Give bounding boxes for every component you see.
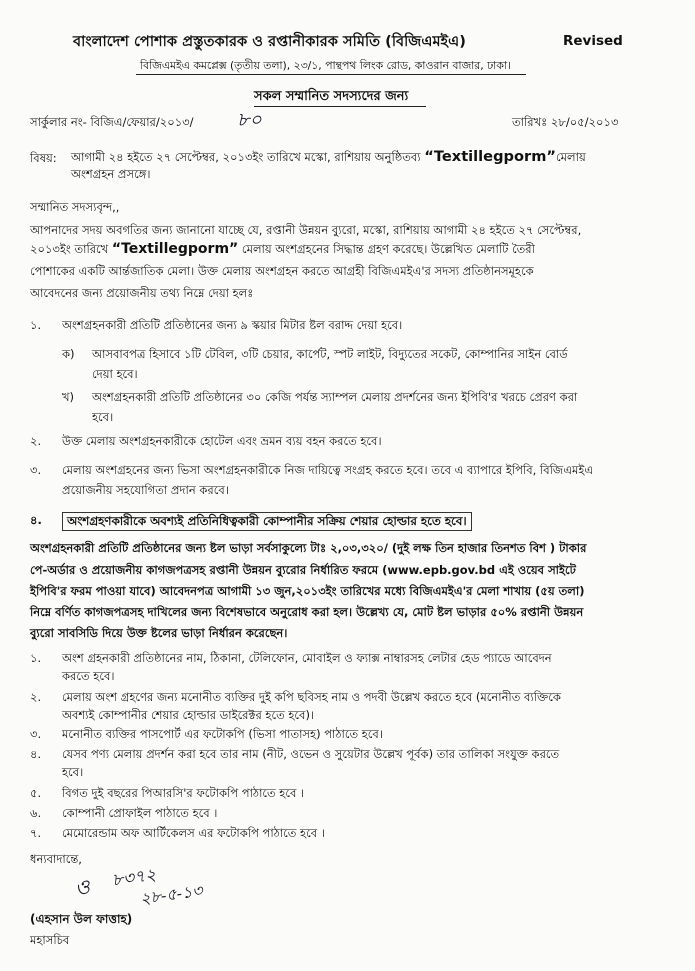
- item-number: ১.: [30, 318, 42, 332]
- intro-line-2: [30, 242, 535, 257]
- item-number: ২.: [30, 434, 42, 448]
- signatory-title: মহাসচিব: [30, 933, 70, 947]
- subject-line2: অংশগ্রহন প্রসঙ্গে।: [71, 167, 151, 181]
- subject-text: আগামী ২৪ হইতে ২৭ সেপ্টেম্বর, ২০১৩ইং তারিখে মস্কো, রাশিয়ায় অনুষ্ঠিতব্য: [71, 150, 421, 164]
- fee-line-5: ব্যুরো সাবসিডি দিয়ে উক্ত ষ্টলের ভাড়া নির্ধারন করেছেন।: [30, 626, 288, 640]
- intro-text: ২০১৩ইং তারিখে: [30, 242, 109, 256]
- item-text-highlighted: অংশগ্রহণকারীকে অবশ্যই প্রতিনিধিত্বকারী কোম্পানীর সক্রিয় শেয়ার হোল্ডার হতে হবে।: [62, 512, 472, 531]
- doc-number: ৬.: [30, 806, 42, 820]
- intro-text-end: মেলায় অংশগ্রহনের সিদ্ধান্ত গ্রহণ করেছে। উল্লেখিত মেলাটি তৈরী: [241, 242, 535, 256]
- subitem-text: অংশগ্রহনকারী প্রতিটি প্রতিষ্ঠানের ৩০ কেজি পর্যন্ত স্যাম্পল মেলায় প্রদর্শনের জন্য ইপিবি'র খরচে প্রেরণ করা: [92, 390, 578, 404]
- header-underline: [136, 74, 526, 75]
- item-text: উক্ত মেলায় অংশগ্রহনকারীকে হোটেল এবং ভ্রমন ব্যয় বহন করতে হবে।: [62, 434, 382, 448]
- doc-number: ২.: [30, 690, 42, 704]
- intro-line-4: আবেদনের জন্য প্রয়োজনীয় তথ্য নিম্নে দেয়া হলঃ: [30, 286, 254, 300]
- doc-text: মেমোরেন্ডাম অফ আর্টিকেলস এর ফটোকপি পাঠাতে হবে ।: [62, 826, 325, 840]
- intro-line-1: আপনাদের সদয় অবগতির জন্য জানানো যাচ্ছে যে, রপ্তানী উন্নয়ন ব্যুরো, মস্কো, রাশিয়ায় আগামী ২৪ হইতে ২৭ সেপ্টেম্বর,: [30, 223, 582, 237]
- doc-text-cont: হবে।: [62, 765, 84, 779]
- subject-label: বিষয়:: [30, 151, 57, 165]
- subject-fair-name: “Textillegporm”: [424, 148, 556, 165]
- intro-fair-name: “Textillegporm”: [111, 241, 239, 257]
- circular-date: তারিখঃ ২৮/০৫/২০১৩: [512, 115, 619, 129]
- doc-text: যেসব পণ্য মেলায় প্রদর্শন করা হবে তার নাম (নীট, ওভেন ও সুয়েটার উল্লেখ পূর্বক) তার তালিকা সংযুক্ত করতে: [62, 747, 560, 761]
- doc-text: অংশ গ্রহনকারী প্রতিষ্ঠানের নাম, ঠিকানা, টেলিফোন, মোবাইল ও ফ্যাক্স নাম্বারসহ লেটার হেড প্যাডে আবেদন: [62, 651, 552, 665]
- subitem-text-cont: হবে।: [92, 410, 114, 424]
- circular-number-handwritten: ৮০: [237, 109, 262, 131]
- doc-text: বিগত দুই বছরের পিআরসি'র ফটোকপি পাঠাতে হবে ।: [62, 786, 305, 800]
- fee-line-3: ইপিবি'র ফরম পাওয়া যাবে) আবেদনপত্র আগামী ১৩ জুন,২০১৩ইং তারিখের মধ্যে বিজিএমইএ'র মেলা শাখায় (৫য় তলা): [30, 584, 585, 598]
- salutation: সম্মানিত সদস্যবৃন্দ,,: [30, 200, 120, 214]
- subitem-text: আসবাবপত্র হিসাবে ১টি টেবিল, ৩টি চেয়ার, কার্পেট, স্পট লাইট, বিদ্যুতের সকেট, কোম্পানির সাইন বোর্ড: [92, 347, 568, 361]
- signature-initial: ও: [73, 874, 91, 900]
- doc-text: মেলায় অংশ গ্রহণের জন্য মনোনীত ব্যক্তির দুই কপি ছবিসহ নাম ও পদবী উল্লেখ করতে হবে (মনোনীত ব্যক্তিকে: [62, 690, 561, 704]
- closing: ধন্যবাদান্তে,: [30, 852, 82, 866]
- doc-number: ৪.: [30, 747, 42, 761]
- subitem-number: খ): [62, 390, 75, 404]
- signature-date: ২৮-৫-১৩: [138, 880, 204, 909]
- item-number: ৩.: [30, 463, 42, 477]
- doc-number: ৩.: [30, 727, 42, 741]
- doc-text-cont: অবশ্যই কোম্পানীর শেয়ার হোল্ডার ডাইরেক্টর হতে হবে)।: [62, 708, 315, 722]
- org-title: বাংলাদেশ পোশাক প্রস্তুতকারক ও রপ্তানীকারক সমিতি (বিজিএমইএ): [73, 33, 466, 50]
- org-address: বিজিএমইএ কমপ্লেক্স (তৃতীয় তলা), ২৩/১, পান্থপথ লিংক রোড, কাওরান বাজার, ঢাকা।: [140, 59, 511, 72]
- audience-heading: সকল সম্মানিত সদস্যদের জন্য: [254, 89, 409, 104]
- intro-line-3: পোশাকের একটি আর্ন্তজাতিক মেলা। উক্ত মেলায় অংশগ্রহন করতে আগ্রহী বিজিএমইএ'র সদস্য প্রতিষ্ঠানসমূহকে: [30, 264, 534, 278]
- subject-line1: [71, 149, 586, 165]
- doc-number: ৫.: [30, 786, 42, 800]
- item-number: ৪.: [30, 513, 42, 527]
- fee-line-1: অংশগ্রহনকারী প্রতিটি প্রতিষ্ঠানের জন্য ষ্টল ভাড়া সর্বসাকুল্যে টাঃ ২,০৩,৩২০/ (দুই লক্ষ তিন হাজার তিনশত বিশ ) টাকার: [30, 541, 587, 555]
- fee-line-4: নিম্নে বর্ণিত কাগজপত্রসহ দাখিলের জন্য বিশেষভাবে অনুরোধ করা হল। উল্লেখ্য যে, মোট ষ্টল ভাড়ার ৫০% রপ্তানী উন্নয়ন: [30, 605, 584, 619]
- subject-text-end: মেলায়: [556, 150, 586, 164]
- doc-number: ৭.: [30, 826, 42, 840]
- item-text: মেলায় অংশগ্রহনের জন্য ভিসা অংশগ্রহনকারীকে নিজ দায়িত্বে সংগ্রহ করতে হবে। তবে এ ব্যাপারে ইপিবি, বিজিএমইএ: [62, 463, 594, 477]
- doc-number: ১.: [30, 651, 42, 665]
- subitem-text-cont: দেয়া হবে।: [92, 367, 138, 381]
- signatory-name: (এহসান উল ফাত্তাহ): [30, 912, 133, 926]
- item-text-cont: প্রয়োজনীয় সহযোগিতা প্রদান করবে।: [62, 483, 229, 497]
- doc-text: মনোনীত ব্যক্তির পাসপোর্ট এর ফটোকপি (ভিসা পাতাসহ) পাঠাতে হবে।: [62, 727, 383, 741]
- signature-code: ৮৩৭২: [110, 865, 158, 891]
- subitem-number: ক): [62, 347, 75, 361]
- audience-underline: [254, 106, 426, 107]
- doc-text: কোম্পানী প্রোফাইল পাঠাতে হবে ।: [62, 806, 218, 820]
- doc-text-cont: করতে হবে।: [62, 669, 115, 683]
- revised-label: Revised: [563, 33, 623, 49]
- circular-number: সার্কুলার নং- বিজিএ/ফেয়ার/২০১৩/: [30, 115, 194, 129]
- item-text: অংশগ্রহনকারী প্রতিটি প্রতিষ্ঠানের জন্য ৯ স্কয়ার মিটার ষ্টল বরাদ্দ দেয়া হবে।: [62, 318, 403, 332]
- fee-line-2: পে-অর্ডার ও প্রয়োজনীয় কাগজপত্রসহ রপ্তানী উন্নয়ন ব্যুরোর নির্ধারিত ফরমে (www.epb.gov.bd এই ওয়েব সাইটে: [30, 563, 576, 577]
